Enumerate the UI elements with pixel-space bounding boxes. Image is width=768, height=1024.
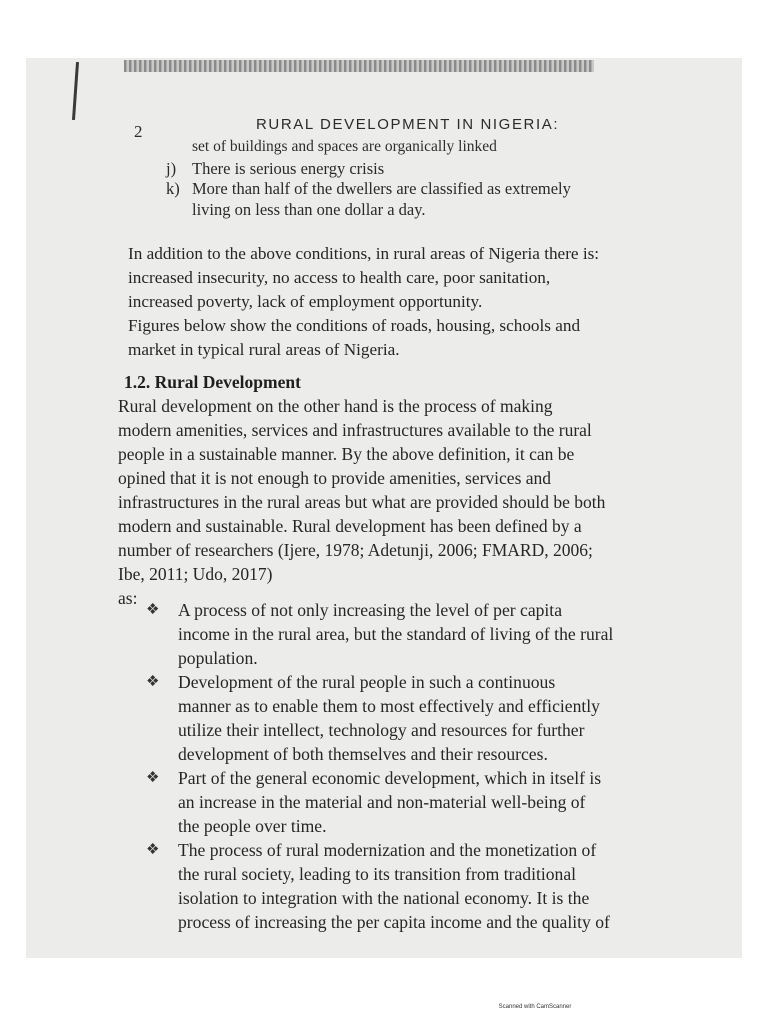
paragraph-conditions xyxy=(128,242,688,362)
scanned-page xyxy=(26,58,742,958)
scan-edge-strip xyxy=(124,60,594,72)
running-head: RURAL DEVELOPMENT IN NIGERIA: xyxy=(256,116,560,133)
bullet-diamond-icon: ❖ xyxy=(146,602,160,618)
bullet-item: ❖ Development of the rural people in such a continuous manner as to enable them to most effectively and efficiently utilize their intellect, technology and resources for further development of both themselves and their resources. xyxy=(146,672,600,764)
list-label: k) xyxy=(166,179,180,198)
section-line: as: xyxy=(118,588,138,608)
bullet-item: ❖ A process of not only increasing the level of per capita income in the rural area, but the standard of living of the rural population. xyxy=(146,600,614,668)
list-label: j) xyxy=(166,159,177,178)
section-line: people in a sustainable manner. By the above definition, it can be xyxy=(118,444,575,464)
continuation-line: set of buildings and spaces are organically linked xyxy=(192,138,497,155)
list-text: There is serious energy crisis xyxy=(192,159,385,178)
list-text: More than half of the dwellers are classified as extremely xyxy=(192,179,571,198)
bullet-item: ❖ Part of the general economic development, which in itself is an increase in the material and non-material well-being of the people over time. xyxy=(146,768,602,836)
bullet-diamond-icon: ❖ xyxy=(146,770,160,786)
paragraph-line: increased poverty, lack of employment opportunity. xyxy=(128,292,483,311)
margin-pen-mark xyxy=(72,62,79,120)
section-paragraph xyxy=(118,394,686,610)
section-line: infrastructures in the rural areas but what are provided should be both xyxy=(118,492,606,512)
section-line: modern amenities, services and infrastructures available to the rural xyxy=(118,420,592,440)
paragraph-line: Figures below show the conditions of roads, housing, schools and xyxy=(128,316,581,335)
scanner-watermark: Scanned with CamScanner xyxy=(498,1004,572,1010)
paragraph-line: In addition to the above conditions, in rural areas of Nigeria there is: xyxy=(128,244,600,263)
section-line: modern and sustainable. Rural development has been defined by a xyxy=(118,516,582,536)
section-line: Rural development on the other hand is the process of making xyxy=(118,396,553,416)
definition-bullets xyxy=(142,598,702,934)
list-item-k xyxy=(166,178,571,220)
section-line: number of researchers (Ijere, 1978; Adetunji, 2006; FMARD, 2006; xyxy=(118,540,593,560)
list-text: living on less than one dollar a day. xyxy=(192,200,426,219)
bullet-item: ❖ The process of rural modernization and the monetization of the rural society, leading to its transition from traditional isolation to integration with the national economy. It is the process of increasing the per capita income and the quality of xyxy=(146,840,610,932)
paragraph-line: increased insecurity, no access to health care, poor sanitation, xyxy=(128,268,551,287)
section-line: Ibe, 2011; Udo, 2017) xyxy=(118,564,273,584)
paragraph-line: market in typical rural areas of Nigeria. xyxy=(128,340,400,359)
section-heading: 1.2. Rural Development xyxy=(124,372,301,392)
section-line: opined that it is not enough to provide amenities, services and xyxy=(118,468,552,488)
bullet-diamond-icon: ❖ xyxy=(146,842,160,858)
bullet-diamond-icon: ❖ xyxy=(146,674,160,690)
page-number: 2 xyxy=(134,122,143,141)
list-item-j xyxy=(166,158,384,179)
